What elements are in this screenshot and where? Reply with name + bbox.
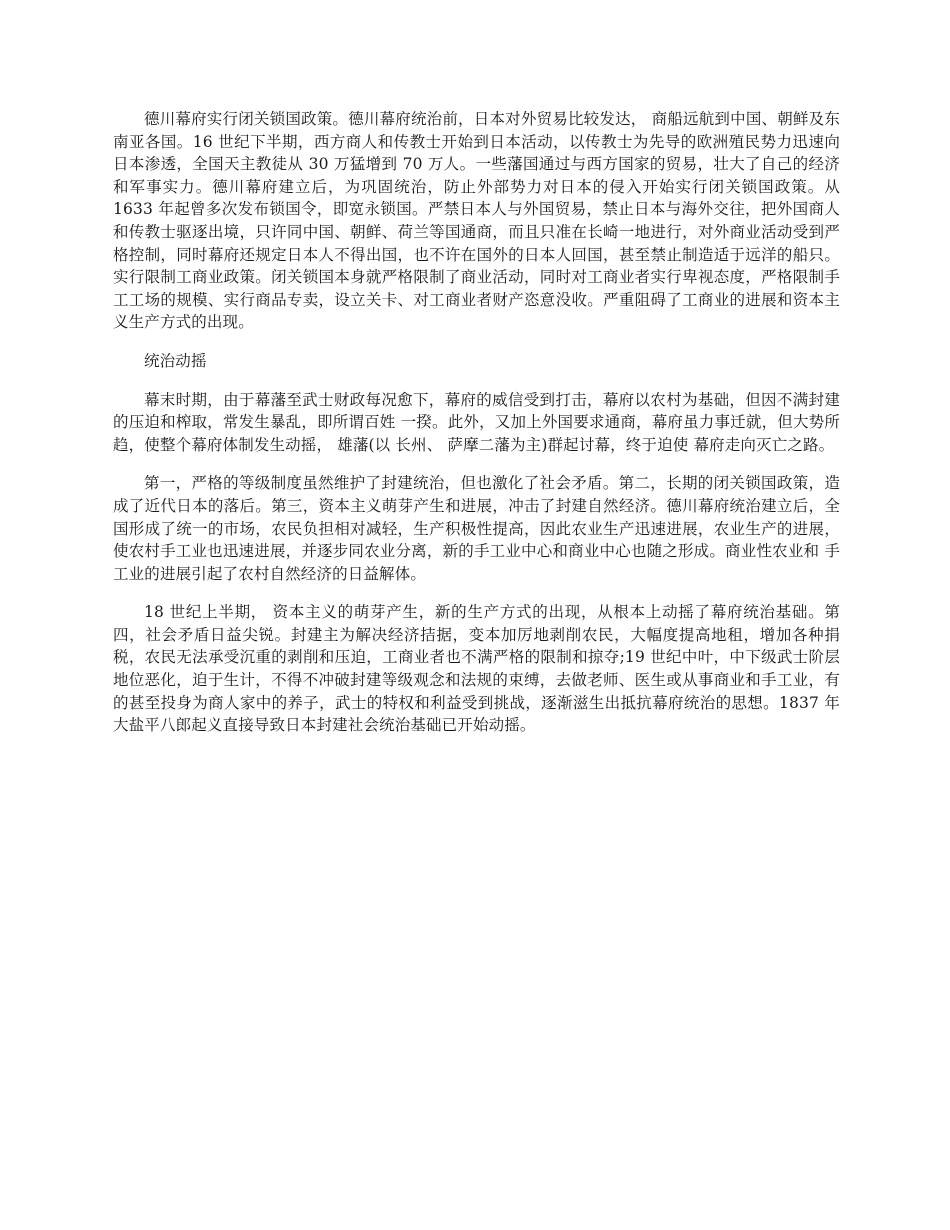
paragraph-causes: 第一，严格的等级制度虽然维护了封建统治，但也激化了社会矛盾。第二，长期的闭关锁国政策，造成了近代日本的落后。第三，资本主义萌芽产生和进展，冲击了封建自然经济。德川幕府统治建立后，全国形成了统一的市场，农民负担相对减轻，生产积极性提高，因此农业生产迅速进展，农业生产的进展，使农村手工业也迅速进展，并逐步同农业分离，新的手工业中心和商业中心也随之形成。商业性农业和 手工业的进展引起了农村自然经济的日益解体。 — [113, 474, 840, 583]
document-body — [113, 108, 840, 753]
paragraph-late-shogunate: 幕末时期，由于幕藩至武士财政每况愈下，幕府的威信受到打击，幕府以农村为基础，但因不满封建的压迫和榨取，常发生暴乱，即所谓百姓 一揆。此外，又加上外国要求通商，幕府虽力事迁就，但大势所趋，使整个幕府体制发生动摇， 雄藩(以 长州、 萨摩二藩为主)群起讨幕，终于迫使 幕府走向灭亡之路。 — [113, 390, 840, 454]
paragraph-closed-country-policy: 德川幕府实行闭关锁国政策。德川幕府统治前，日本对外贸易比较发达， 商船远航到中国、朝鲜及东南亚各国。16 世纪下半期，西方商人和传教士开始到日本活动，以传教士为先导的欧洲殖民势力迅速向日本渗透，全国天主教徒从 30 万猛增到 70 万人。一些藩国通过与西方国家的贸易，壮大了自己的经济和军事实力。德川幕府建立后，为巩固统治，防止外部势力对日本的侵入开始实行闭关锁国政策。从 1633 年起曾多次发布锁国令，即宽永锁国。严禁日本人与外国贸易，禁止日本与海外交往，把外国商人和传教士驱逐出境，只许同中国、朝鲜、荷兰等国通商，而且只准在长崎一地进行，对外商业活动受到严格控制，同时幕府还规定日本人不得出国，也不许在国外的日本人回国，甚至禁止制造适于远洋的船只。实行限制工商业政策。闭关锁国本身就严格限制了商业活动，同时对工商业者实行卑视态度，严格限制手工工场的规模、实行商品专卖，设立关卡、对工商业者财产恣意没收。严重阻碍了工商业的进展和资本主义生产方式的出现。 — [113, 110, 840, 332]
section-heading: 统治动摇 — [144, 351, 207, 370]
paragraph-18th-century: 18 世纪上半期， 资本主义的萌芽产生，新的生产方式的出现，从根本上动摇了幕府统治基础。第四，社会矛盾日益尖锐。封建主为解决经济拮据，变本加厉地剥削农民，大幅度提高地租，增加各种捐税，农民无法承受沉重的剥削和压迫，工商业者也不满严格的限制和掠夺;19 世纪中叶，中下级武士阶层地位恶化，迫于生计，不得不冲破封建等级观念和法规的束缚，去做老师、医生或从事商业和手工业，有的甚至投身为商人家中的养子，武士的特权和利益受到挑战，逐渐滋生出抵抗幕府统治的思想。1837 年大盐平八郎起义直接导致日本封建社会统治基础已开始动摇。 — [113, 603, 840, 735]
